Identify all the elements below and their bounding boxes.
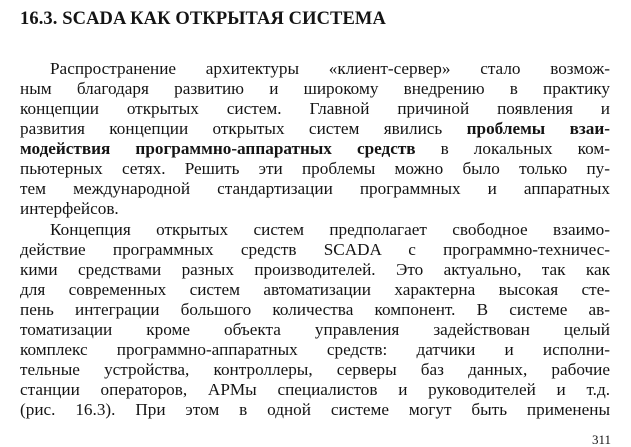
paragraph-2-line: кими средствами разных производителей. Это актуально, так как — [20, 260, 610, 279]
paragraph-2-line: пень интеграции большого количества компонент. В системе ав- — [20, 300, 610, 319]
paragraph-1-line — [20, 119, 610, 139]
paragraph-2-line: (рис. 16.3). При этом в одной системе могут быть применены — [20, 400, 610, 419]
paragraph-2-line: комплекс программно-аппаратных средств: датчики и исполни- — [20, 340, 610, 359]
paragraph-2-line: Концепция открытых систем предполагает свободное взаимо- — [50, 220, 610, 239]
paragraph-1-line: ным благодаря развитию и широкому внедрению в практику — [20, 79, 610, 98]
paragraph-2-line: томатизации кроме объекта управления задействован целый — [20, 320, 610, 339]
emphasized-text: модействия программно-аппаратных средств — [20, 139, 416, 158]
paragraph-1-line: концепции открытых систем. Главной причиной появления и — [20, 99, 610, 118]
paragraph-2-line: действие программных средств SCADA с программно-техничес- — [20, 240, 610, 259]
emphasized-text: проблемы взаи- — [466, 119, 610, 138]
paragraph-1-line: пьютерных сетях. Решить эти проблемы можно было только пу- — [20, 159, 610, 178]
page-number: 311 — [592, 432, 612, 447]
plain-text: развития концепции открытых систем явились — [20, 119, 443, 138]
paragraph-1-line: Распространение архитектуры «клиент-сервер» стало возмож- — [50, 59, 610, 78]
paragraph-1-line — [20, 139, 610, 159]
paragraph-1-line: тем международной стандартизации программных и аппаратных — [20, 179, 610, 198]
paragraph-1-line: интерфейсов. — [20, 199, 119, 218]
paragraph-2-line: для современных систем автоматизации характерна высокая сте- — [20, 280, 610, 299]
paragraph-2-line: станции операторов, АРМы специалистов и руководителей и т.д. — [20, 380, 610, 399]
plain-text: в локальных ком- — [440, 139, 610, 158]
paragraph-2-line: тельные устройства, контроллеры, серверы баз данных, рабочие — [20, 360, 610, 379]
section-heading: 16.3. SCADA КАК ОТКРЫТАЯ СИСТЕМА — [20, 9, 386, 29]
